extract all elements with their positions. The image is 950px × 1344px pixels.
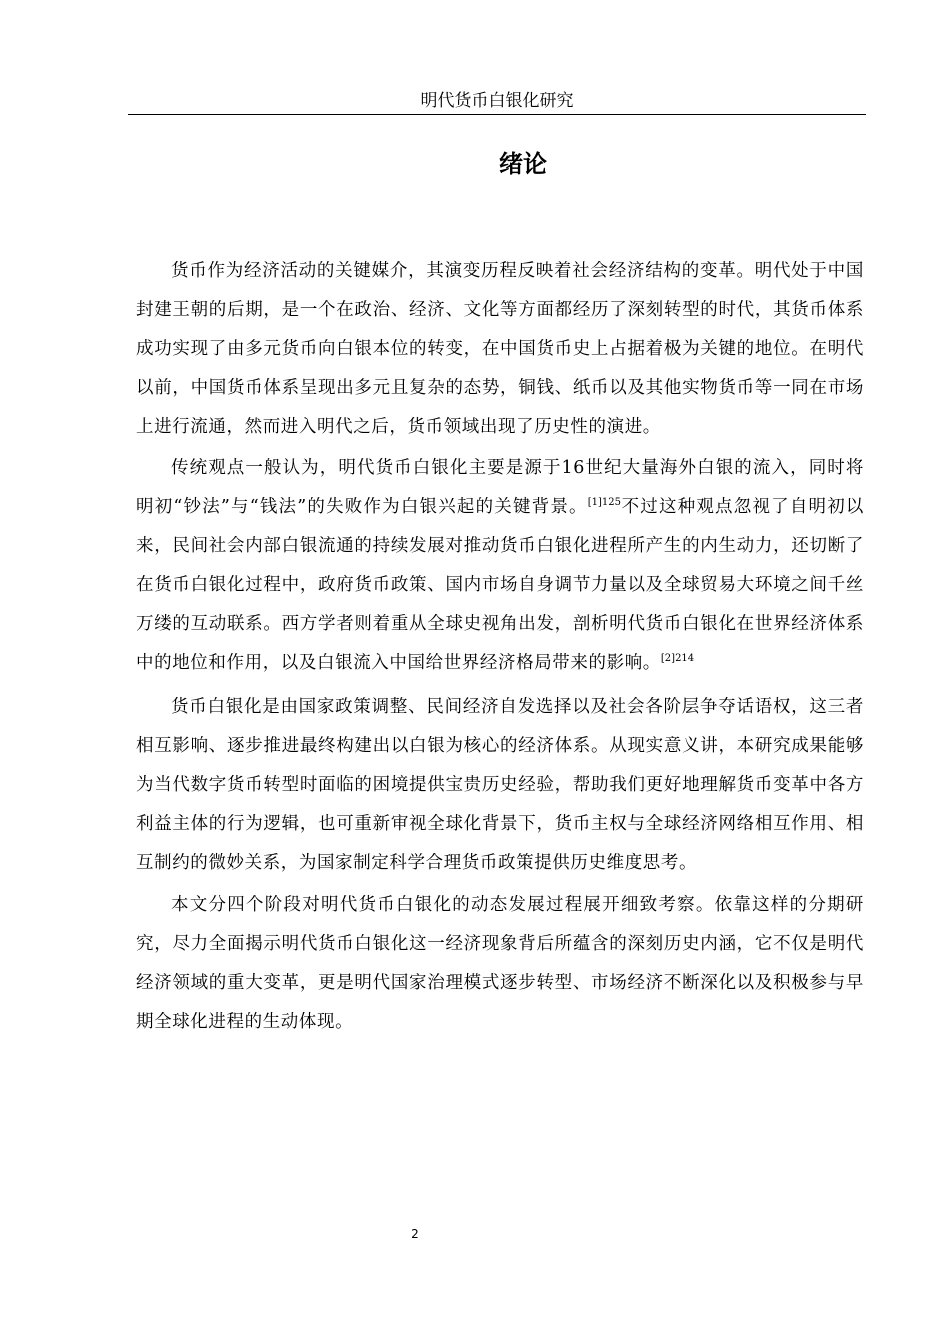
paragraph-3: 货币白银化是由国家政策调整、民间经济自发选择以及社会各阶层争夺话语权，这三者相互影响、逐步推进最终构建出以白银为核心的经济体系。从现实意义讲，本研究成果能够为当代数字货币转型时面临的困境提供宝贵历史经验，帮助我们更好地理解货币变革中各方利益主体的行为逻辑，也可重新审视全球化背景下，货币主权与全球经济网络相互作用、相互制约的微妙关系，为国家制定科学合理货币政策提供历史维度思考。 [136, 697, 864, 873]
page-number: 2 [411, 1227, 419, 1241]
paragraph-2-text-a: 传统观点一般认为，明代货币白银化主要是源于16世纪大量海外白银的流入，同时将明初“钞法”与“钱法”的失败作为白银兴起的关键背景。 [136, 458, 864, 517]
paragraph-1: 货币作为经济活动的关键媒介，其演变历程反映着社会经济结构的变革。明代处于中国封建王朝的后期，是一个在政治、经济、文化等方面都经历了深刻转型的时代，其货币体系成功实现了由多元货币向白银本位的转变，在中国货币史上占据着极为关键的地位。在明代以前，中国货币体系呈现出多元且复杂的态势，铜钱、纸币以及其他实物货币等一同在市场上进行流通，然而进入明代之后，货币领域出现了历史性的演进。 [136, 261, 864, 437]
citation-2: [2]214 [660, 653, 695, 665]
body-text [136, 252, 864, 1042]
citation-1: [1]125 [587, 497, 622, 509]
paragraph-4: 本文分四个阶段对明代货币白银化的动态发展过程展开细致考察。依靠这样的分期研究，尽力全面揭示明代货币白银化这一经济现象背后所蕴含的深刻历史内涵，它不仅是明代经济领域的重大变革，更是明代国家治理模式逐步转型、市场经济不断深化以及积极参与早期全球化进程的生动体现。 [136, 895, 864, 1032]
chapter-title: 绪论 [499, 150, 547, 178]
paragraph-2 [136, 449, 864, 683]
running-header: 明代货币白银化研究 [128, 88, 866, 115]
paragraph-2-text-b: 不过这种观点忽视了自明初以来，民间社会内部白银流通的持续发展对推动货币白银化进程所产生的内生动力，还切断了在货币白银化过程中，政府货币政策、国内市场自身调节力量以及全球贸易大环境之间千丝万缕的互动联系。西方学者则着重从全球史视角出发，剖析明代货币白银化在世界经济体系中的地位和作用，以及白银流入中国给世界经济格局带来的影响。 [136, 497, 864, 673]
